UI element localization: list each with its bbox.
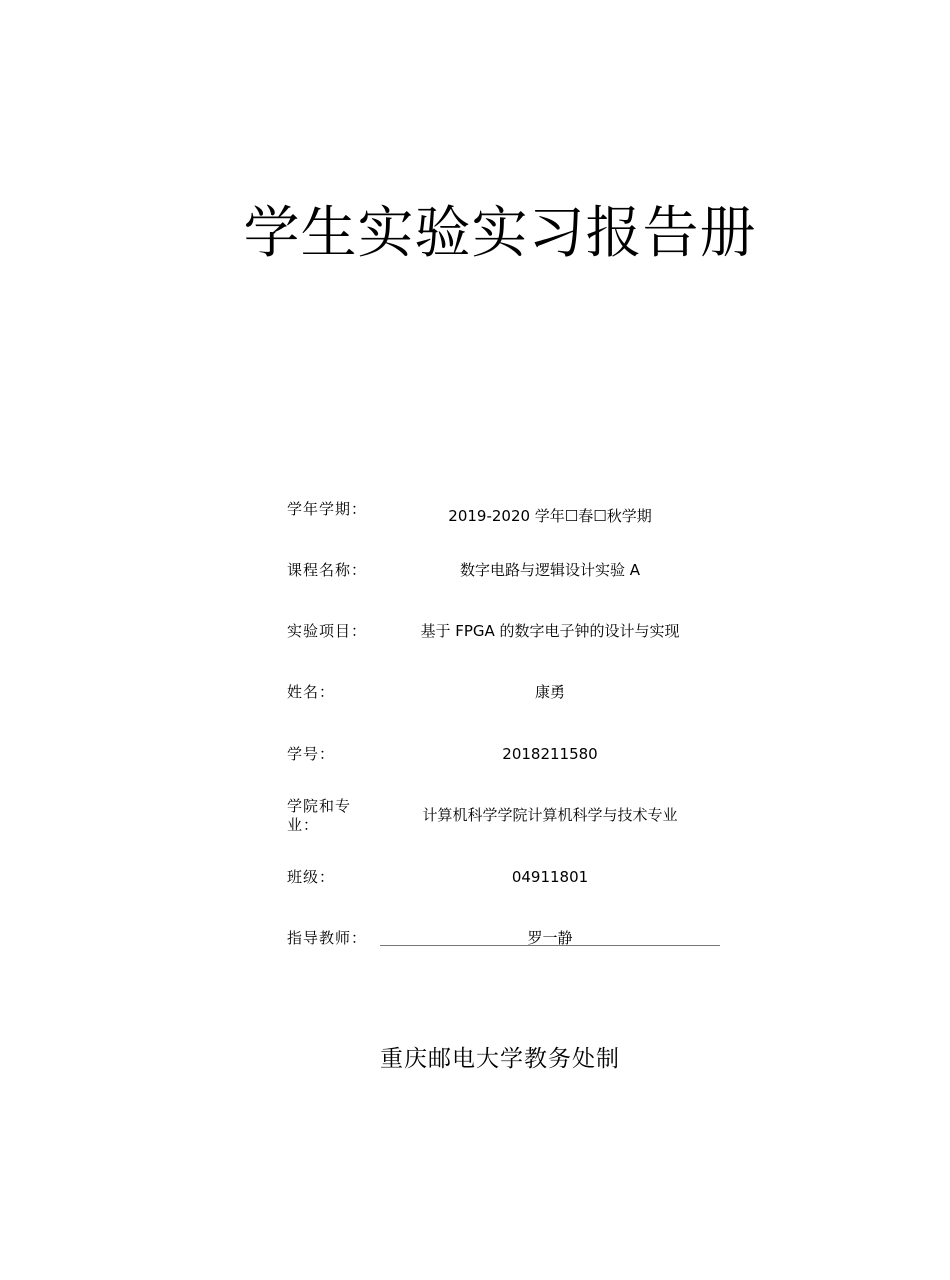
field-value: 04911801 xyxy=(511,868,589,886)
field-value: 2018211580 xyxy=(502,745,598,763)
advisor-underline xyxy=(380,945,720,946)
field-label: 课程名称： xyxy=(287,561,368,579)
field-value: 数字电路与逻辑设计实验 A xyxy=(459,561,641,579)
field-label: 指导教师： xyxy=(287,929,368,947)
field-value: 康勇 xyxy=(534,683,565,701)
field-label: 实验项目： xyxy=(287,622,368,640)
page-title: 学生实验实习报告册 xyxy=(243,201,757,266)
field-value: 2019-2020 学年☐春☐秋学期 xyxy=(448,507,652,525)
field-label: 姓名： xyxy=(287,683,336,701)
field-value: 计算机科学学院计算机科学与技术专业 xyxy=(422,806,678,824)
field-label: 学号： xyxy=(287,745,336,763)
issuing-office: 重庆邮电大学教务处制 xyxy=(380,1046,620,1072)
field-label: 学院和专业： xyxy=(287,797,352,834)
field-value: 基于 FPGA 的数字电子钟的设计与实现 xyxy=(420,622,680,640)
field-label: 班级： xyxy=(287,868,336,886)
field-value: 罗一静 xyxy=(527,929,573,947)
field-label: 学年学期： xyxy=(287,500,368,518)
